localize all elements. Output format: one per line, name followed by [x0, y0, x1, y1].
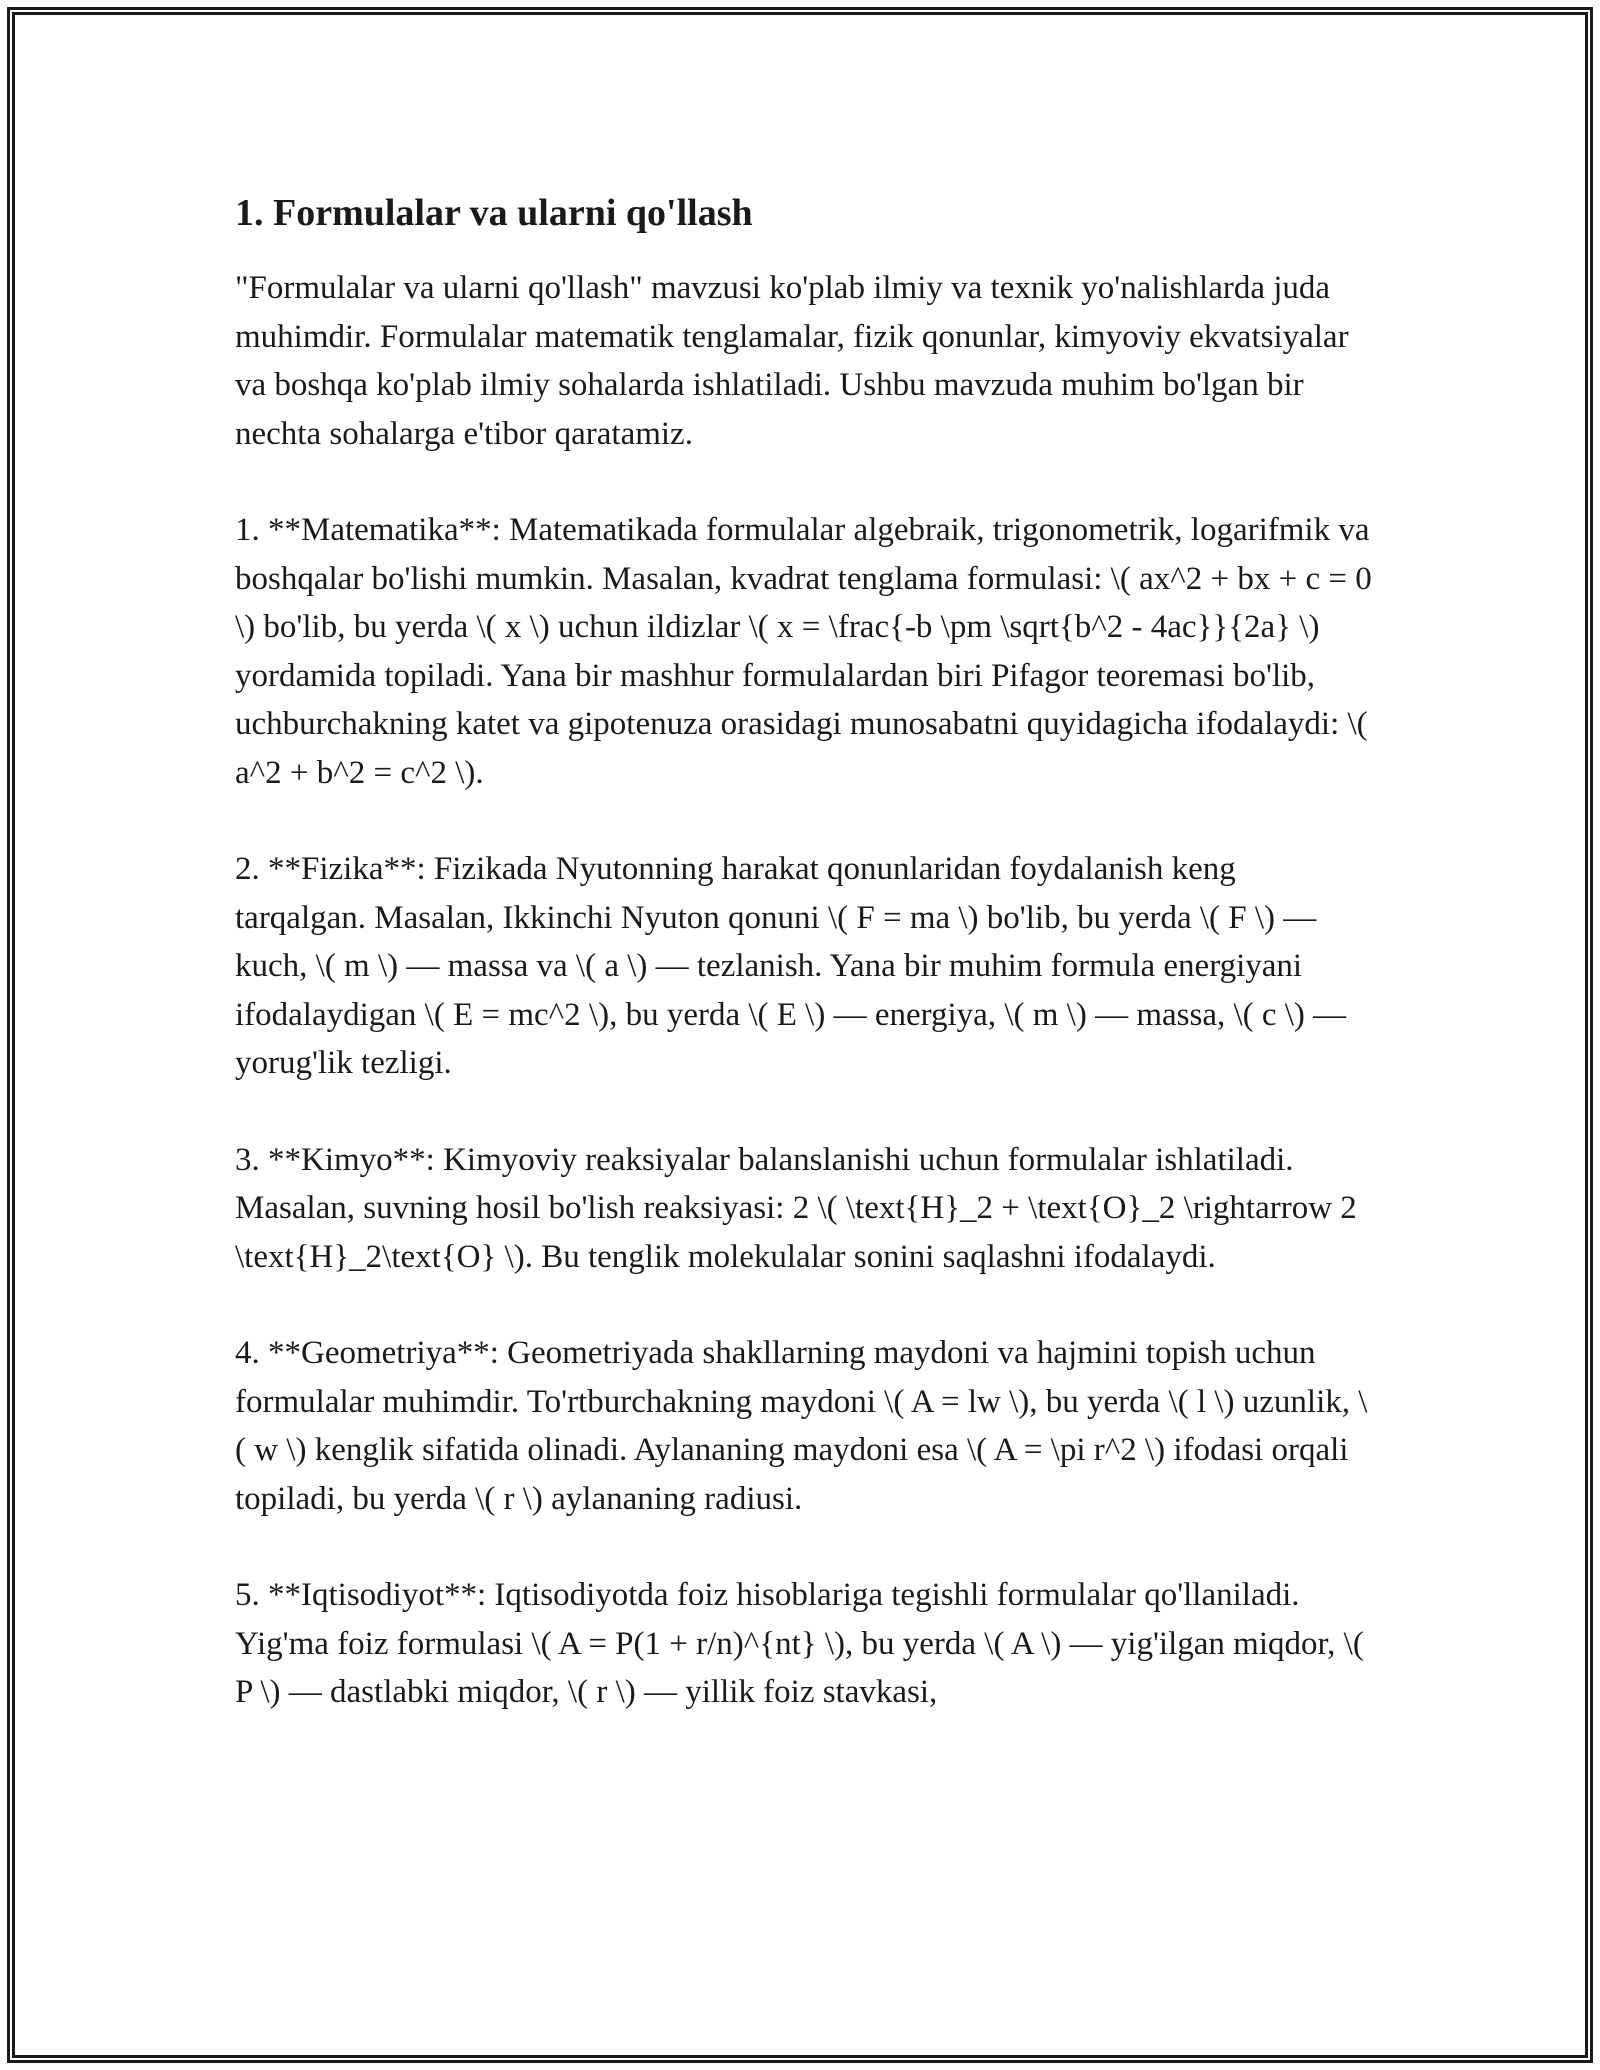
document-title: 1. Formulalar va ularni qo'llash	[235, 192, 753, 234]
intro-paragraph: "Formulalar va ularni qo'llash" mavzusi ko'plab ilmiy va texnik yo'nalishlarda juda muhimdir. Formulalar matematik tenglamalar, fizik qonunlar, kimyoviy ekvatsiyalar va boshqa ko'plab ilmiy sohalarda ishlatiladi. Ushbu mavzuda muhim bo'lgan bir nechta sohalarga e'tibor qaratamiz.	[235, 270, 1349, 452]
economics-paragraph: 5. **Iqtisodiyot**: Iqtisodiyotda foiz hisoblariga tegishli formulalar qo'llaniladi. Yig'ma foiz formulasi \( A = P(1 + r/n)^{nt} \), bu yerda \( A \) — yig'ilgan miqdor, \( P \) — dastlabki miqdor, \( r \) — yillik foiz stavkasi,	[235, 1577, 1364, 1710]
geometry-paragraph: 4. **Geometriya**: Geometriyada shakllarning maydoni va hajmini topish uchun formulalar muhimdir. To'rtburchakning maydoni \( A = lw \), bu yerda \( l \) uzunlik, \( w \) kenglik sifatida olinadi. Aylananing maydoni esa \( A = \pi r^2 \) ifodasi orqali topiladi, bu yerda \( r \) aylananing radiusi.	[235, 1335, 1368, 1517]
physics-paragraph: 2. **Fizika**: Fizikada Nyutonning harakat qonunlaridan foydalanish keng tarqalgan. Masalan, Ikkinchi Nyuton qonuni \( F = ma \) bo'lib, bu yerda \( F \) — kuch, \( m \) — massa va \( a \) — tezlanish. Yana bir muhim formula energiyani ifodalaydigan \( E = mc^2 \), bu yerda \( E \) — energiya, \( m \) — massa, \( c \) — yorug'lik tezligi.	[235, 851, 1347, 1081]
math-paragraph: 1. **Matematika**: Matematikada formulalar algebraik, trigonometrik, logarifmik va boshqalar bo'lishi mumkin. Masalan, kvadrat tenglama formulasi: \( ax^2 + bx + c = 0 \) bo'lib, bu yerda \( x \) uchun ildizlar \( x = \frac{-b \pm \sqrt{b^2 - 4ac}}{2a} \) yordamida topiladi. Yana bir mashhur formulalardan biri Pifagor teoremasi bo'lib, uchburchakning katet va gipotenuza orasidagi munosabatni quyidagicha ifodalaydi: \( a^2 + b^2 = c^2 \).	[235, 512, 1372, 791]
document-body	[235, 188, 1375, 1765]
chemistry-paragraph: 3. **Kimyo**: Kimyoviy reaksiyalar balanslanishi uchun formulalar ishlatiladi. Masalan, suvning hosil bo'lish reaksiyasi: 2 \( \text{H}_2 + \text{O}_2 \rightarrow 2 \text{H}_2\text{O} \). Bu tenglik molekulalar sonini saqlashni ifodalaydi.	[235, 1141, 1357, 1275]
